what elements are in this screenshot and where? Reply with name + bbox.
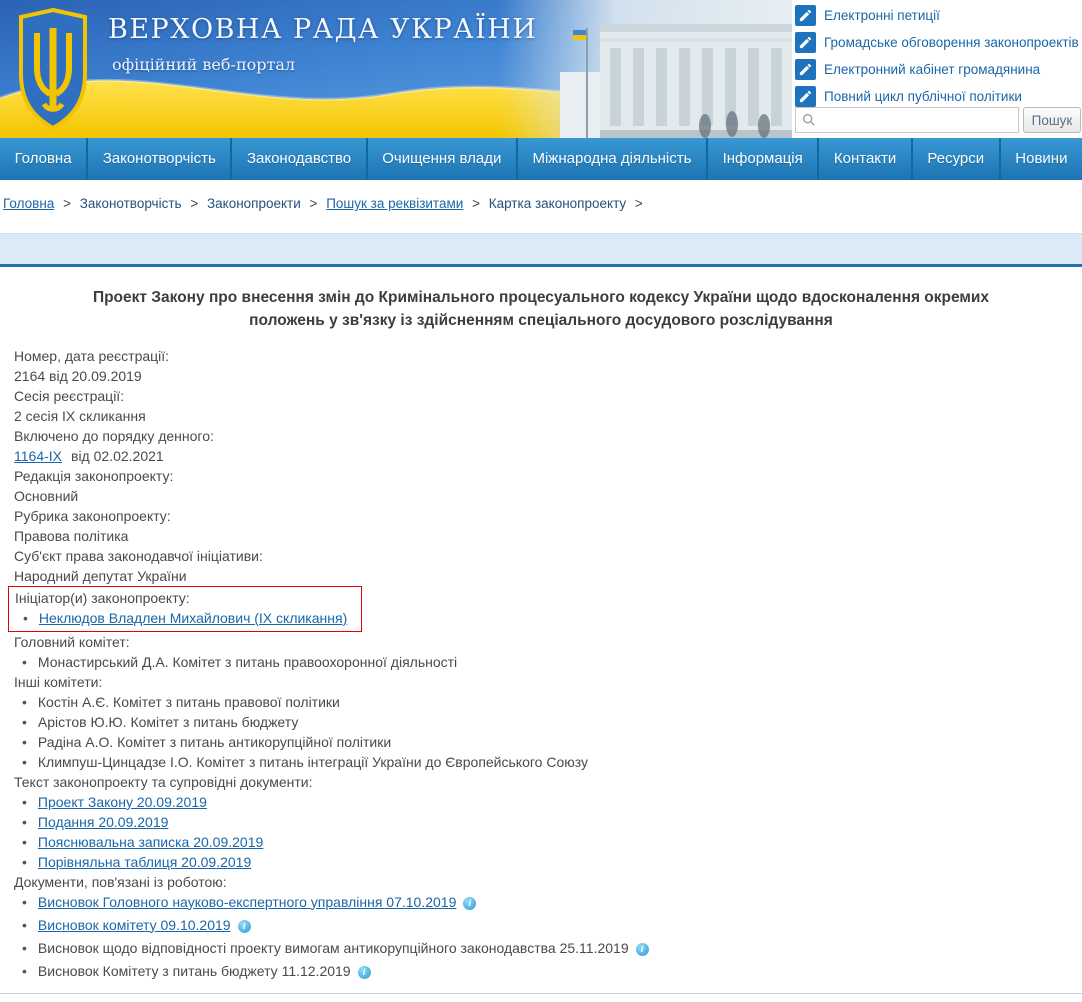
document-link[interactable]: Пояснювальна записка 20.09.2019 — [37, 833, 264, 850]
quick-link-petitions[interactable] — [795, 5, 1082, 26]
flag-banner — [0, 0, 792, 138]
quick-link-citizen-cabinet[interactable] — [795, 59, 1082, 80]
edit-icon — [795, 5, 816, 26]
bottom-divider — [0, 993, 1082, 1002]
field-label-initiators: Ініціатор(и) законопроекту: — [15, 589, 190, 606]
bullet-icon: • — [23, 609, 28, 626]
field-value-session: 2 сесія IX скликання — [14, 407, 146, 424]
field-label-documents: Текст законопроекту та супровідні документи: — [14, 773, 313, 790]
list-item-document — [14, 852, 1082, 872]
search-button[interactable]: Пошук — [1023, 107, 1081, 133]
field-label-related: Документи, пов'язані із роботою: — [14, 873, 227, 890]
breadcrumb-bills[interactable]: Законопроекти — [206, 196, 301, 211]
list-item-committee — [14, 712, 1082, 732]
search-input[interactable] — [795, 107, 1019, 133]
breadcrumb-separator: > — [190, 196, 199, 211]
committee-name: Монастирський Д.А. Комітет з питань правоохоронної діяльності — [37, 653, 458, 670]
list-item-initiator — [15, 608, 347, 628]
edit-icon — [795, 86, 816, 107]
bullet-icon: • — [22, 939, 27, 956]
list-item-document — [14, 832, 1082, 852]
info-icon[interactable]: i — [636, 943, 649, 956]
committee-name: Костін А.Є. Комітет з питань правової політики — [37, 693, 340, 710]
quick-link-label: Електронний кабінет громадянина — [824, 62, 1041, 77]
document-link[interactable]: Порівняльна таблиця 20.09.2019 — [37, 853, 252, 870]
committee-name: Радіна А.О. Комітет з питань антикорупційної політики — [37, 733, 392, 750]
list-item-committee — [14, 692, 1082, 712]
bullet-icon: • — [22, 713, 27, 730]
quick-link-public-discussion[interactable] — [795, 32, 1082, 53]
field-label-rubric: Рубрика законопроекту: — [14, 507, 171, 524]
field-label-session: Сесія реєстрації: — [14, 387, 125, 404]
page-header — [0, 0, 1082, 138]
quick-link-label: Повний цикл публічної політики — [824, 89, 1022, 104]
breadcrumb-separator: > — [309, 196, 318, 211]
list-item-main-committee — [14, 652, 1082, 672]
related-document-text: Висновок Комітету з питань бюджету 11.12.2019 — [37, 962, 351, 979]
list-item-related-document — [14, 915, 1082, 935]
main-navigation — [0, 138, 1082, 180]
list-item-related-document — [14, 938, 1082, 958]
list-item-document — [14, 812, 1082, 832]
breadcrumb-bill-card[interactable]: Картка законопроекту — [488, 196, 627, 211]
field-label-main-committee: Головний комітет: — [14, 633, 130, 650]
committee-name: Арістов Ю.Ю. Комітет з питань бюджету — [37, 713, 299, 730]
nav-item-lustration[interactable]: Очищення влади — [366, 138, 516, 180]
field-label-agenda: Включено до порядку денного: — [14, 427, 214, 444]
quick-link-policy-cycle[interactable] — [795, 86, 1082, 107]
initiators-highlight-box — [8, 586, 362, 632]
agenda-date: від 02.02.2021 — [71, 447, 164, 464]
nav-item-international[interactable]: Міжнародна діяльність — [516, 138, 706, 180]
breadcrumb-home[interactable]: Головна — [3, 196, 55, 211]
nav-item-resources[interactable]: Ресурси — [911, 138, 999, 180]
list-item-committee — [14, 732, 1082, 752]
bullet-icon: • — [22, 693, 27, 710]
bullet-icon: • — [22, 893, 27, 910]
bill-title: Проект Закону про внесення змін до Кримінального процесуального кодексу України щодо вдосконалення окремих положень у зв'язку із здійсненням спеціального досудового розслідування — [92, 289, 990, 330]
search-bar — [795, 107, 1081, 133]
field-value-rubric: Правова політика — [14, 527, 129, 544]
site-subtitle: офіційний веб-портал — [112, 55, 296, 74]
bullet-icon: • — [22, 962, 27, 979]
breadcrumb — [0, 180, 1082, 214]
field-value-subject: Народний депутат України — [14, 567, 187, 584]
nav-item-legislation[interactable]: Законодавство — [230, 138, 365, 180]
field-label-registration: Номер, дата реєстрації: — [14, 347, 170, 364]
related-document-link[interactable]: Висновок Головного науково-експертного управління 07.10.2019 — [37, 893, 457, 910]
related-document-text: Висновок щодо відповідності проекту вимогам антикорупційного законодавства 25.11.2019 — [37, 939, 629, 956]
bullet-icon: • — [22, 813, 27, 830]
site-title: ВЕРХОВНА РАДА УКРАЇНИ — [108, 14, 538, 45]
field-label-edition: Редакція законопроекту: — [14, 467, 174, 484]
field-value-registration: 2164 від 20.09.2019 — [14, 367, 142, 384]
header-quick-links — [792, 0, 1082, 138]
list-item-document — [14, 792, 1082, 812]
nav-item-lawmaking[interactable]: Законотворчість — [86, 138, 230, 180]
quick-link-label: Громадське обговорення законопроектів — [824, 35, 1079, 50]
quick-link-label: Електронні петиції — [824, 8, 940, 23]
bullet-icon: • — [22, 653, 27, 670]
search-icon — [802, 113, 816, 127]
breadcrumb-separator: > — [472, 196, 480, 211]
field-value-edition: Основний — [14, 487, 79, 504]
field-label-subject: Суб'єкт права законодавчої ініціативи: — [14, 547, 263, 564]
coat-of-arms-logo[interactable] — [19, 8, 87, 130]
document-link[interactable]: Подання 20.09.2019 — [37, 813, 169, 830]
bullet-icon: • — [22, 793, 27, 810]
bullet-icon: • — [22, 853, 27, 870]
breadcrumb-separator: > — [634, 196, 643, 211]
field-label-other-committees: Інші комітети: — [14, 673, 103, 690]
list-item-related-document — [14, 961, 1082, 981]
bullet-icon: • — [22, 753, 27, 770]
nav-item-home[interactable]: Головна — [14, 150, 72, 167]
nav-item-information[interactable]: Інформація — [706, 138, 817, 180]
list-item-committee — [14, 752, 1082, 772]
info-icon[interactable]: i — [358, 966, 371, 979]
bullet-icon: • — [22, 733, 27, 750]
info-icon[interactable]: i — [463, 897, 476, 910]
bullet-icon: • — [22, 833, 27, 850]
breadcrumb-search[interactable]: Пошук за реквізитами — [326, 196, 464, 211]
edit-icon — [795, 59, 816, 80]
edit-icon — [795, 32, 816, 53]
document-link[interactable]: Проект Закону 20.09.2019 — [37, 793, 207, 810]
list-item-related-document — [14, 892, 1082, 912]
info-icon[interactable]: i — [238, 920, 251, 933]
field-value-agenda — [14, 446, 1082, 466]
bullet-icon: • — [22, 916, 27, 933]
initiator-link[interactable]: Неклюдов Владлен Михайлович (IX скликання) — [38, 609, 348, 626]
section-header-bar — [0, 233, 1082, 267]
committee-name: Климпуш-Цинцадзе І.О. Комітет з питань інтеграції України до Європейського Союзу — [37, 753, 589, 770]
nav-item-news[interactable]: Новини — [999, 138, 1082, 180]
breadcrumb-lawmaking[interactable]: Законотворчість — [79, 196, 182, 211]
bill-details — [0, 346, 1082, 981]
related-document-link[interactable]: Висновок комітету 09.10.2019 — [37, 916, 231, 933]
agenda-number-link[interactable]: 1164-IX — [14, 447, 62, 464]
breadcrumb-separator: > — [63, 196, 71, 211]
nav-item-contacts[interactable]: Контакти — [817, 138, 911, 180]
